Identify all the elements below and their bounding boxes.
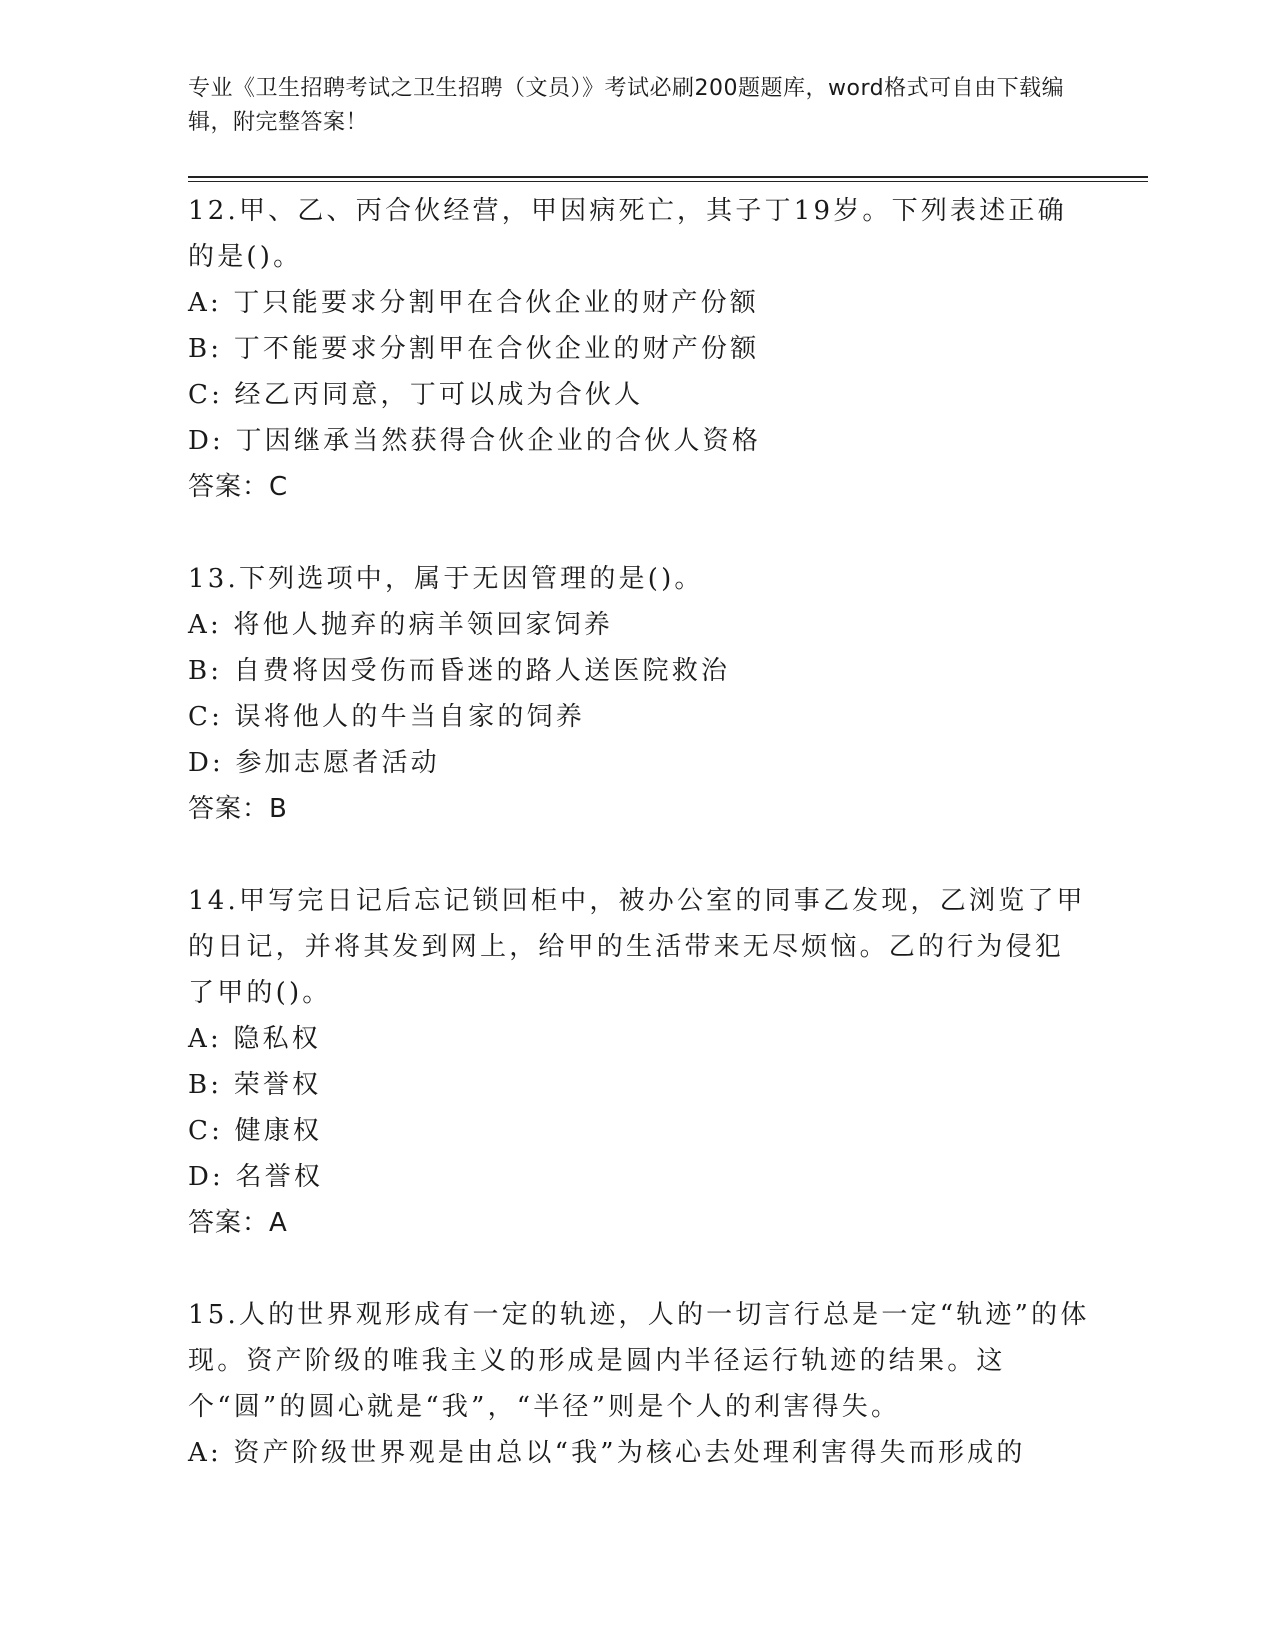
option-c: C: 误将他人的牛当自家的饲养 — [188, 702, 585, 732]
answer-line: 答案：C — [188, 472, 289, 502]
question-12 — [188, 188, 1093, 510]
answer-line: 答案：A — [188, 1208, 288, 1238]
header-divider-thick — [188, 176, 1148, 178]
option-d: D: 丁因继承当然获得合伙企业的合伙人资格 — [188, 426, 762, 456]
question-14 — [188, 878, 1093, 1246]
option-a: A: 隐私权 — [188, 1024, 322, 1054]
option-a: A: 将他人抛弃的病羊领回家饲养 — [188, 610, 614, 640]
question-13 — [188, 556, 1093, 832]
option-a: A: 丁只能要求分割甲在合伙企业的财产份额 — [188, 288, 760, 318]
question-stem: 14.甲写完日记后忘记锁回柜中，被办公室的同事乙发现，乙浏览了甲的日记，并将其发到网上，给甲的生活带来无尽烦恼。乙的行为侵犯了甲的()。 — [188, 886, 1086, 1008]
option-d: D: 参加志愿者活动 — [188, 748, 440, 778]
option-b: B: 荣誉权 — [188, 1070, 322, 1100]
option-c: C: 健康权 — [188, 1116, 323, 1146]
question-list — [188, 188, 1093, 1522]
option-b: B: 自费将因受伤而昏迷的路人送医院救治 — [188, 656, 731, 686]
option-b: B: 丁不能要求分割甲在合伙企业的财产份额 — [188, 334, 760, 364]
option-a: A: 资产阶级世界观是由总以“我”为核心去处理利害得失而形成的 — [188, 1438, 1026, 1468]
answer-line: 答案：B — [188, 794, 288, 824]
question-stem: 15.人的世界观形成有一定的轨迹，人的一切言行总是一定“轨迹”的体现。资产阶级的唯我主义的形成是圆内半径运行轨迹的结果。这个“圆”的圆心就是“我”，“半径”则是个人的利害得失。 — [188, 1300, 1090, 1422]
question-stem: 12.甲、乙、丙合伙经营，甲因病死亡，其子丁19岁。下列表述正确的是()。 — [188, 196, 1067, 272]
document-header: 专业《卫生招聘考试之卫生招聘（文员）》考试必刷200题题库，word格式可自由下载编辑，附完整答案！ — [188, 76, 1065, 135]
header-divider-thin — [188, 181, 1148, 182]
question-stem: 13.下列选项中，属于无因管理的是()。 — [188, 564, 704, 594]
option-d: D: 名誉权 — [188, 1162, 324, 1192]
question-15 — [188, 1292, 1093, 1476]
option-c: C: 经乙丙同意，丁可以成为合伙人 — [188, 380, 644, 410]
